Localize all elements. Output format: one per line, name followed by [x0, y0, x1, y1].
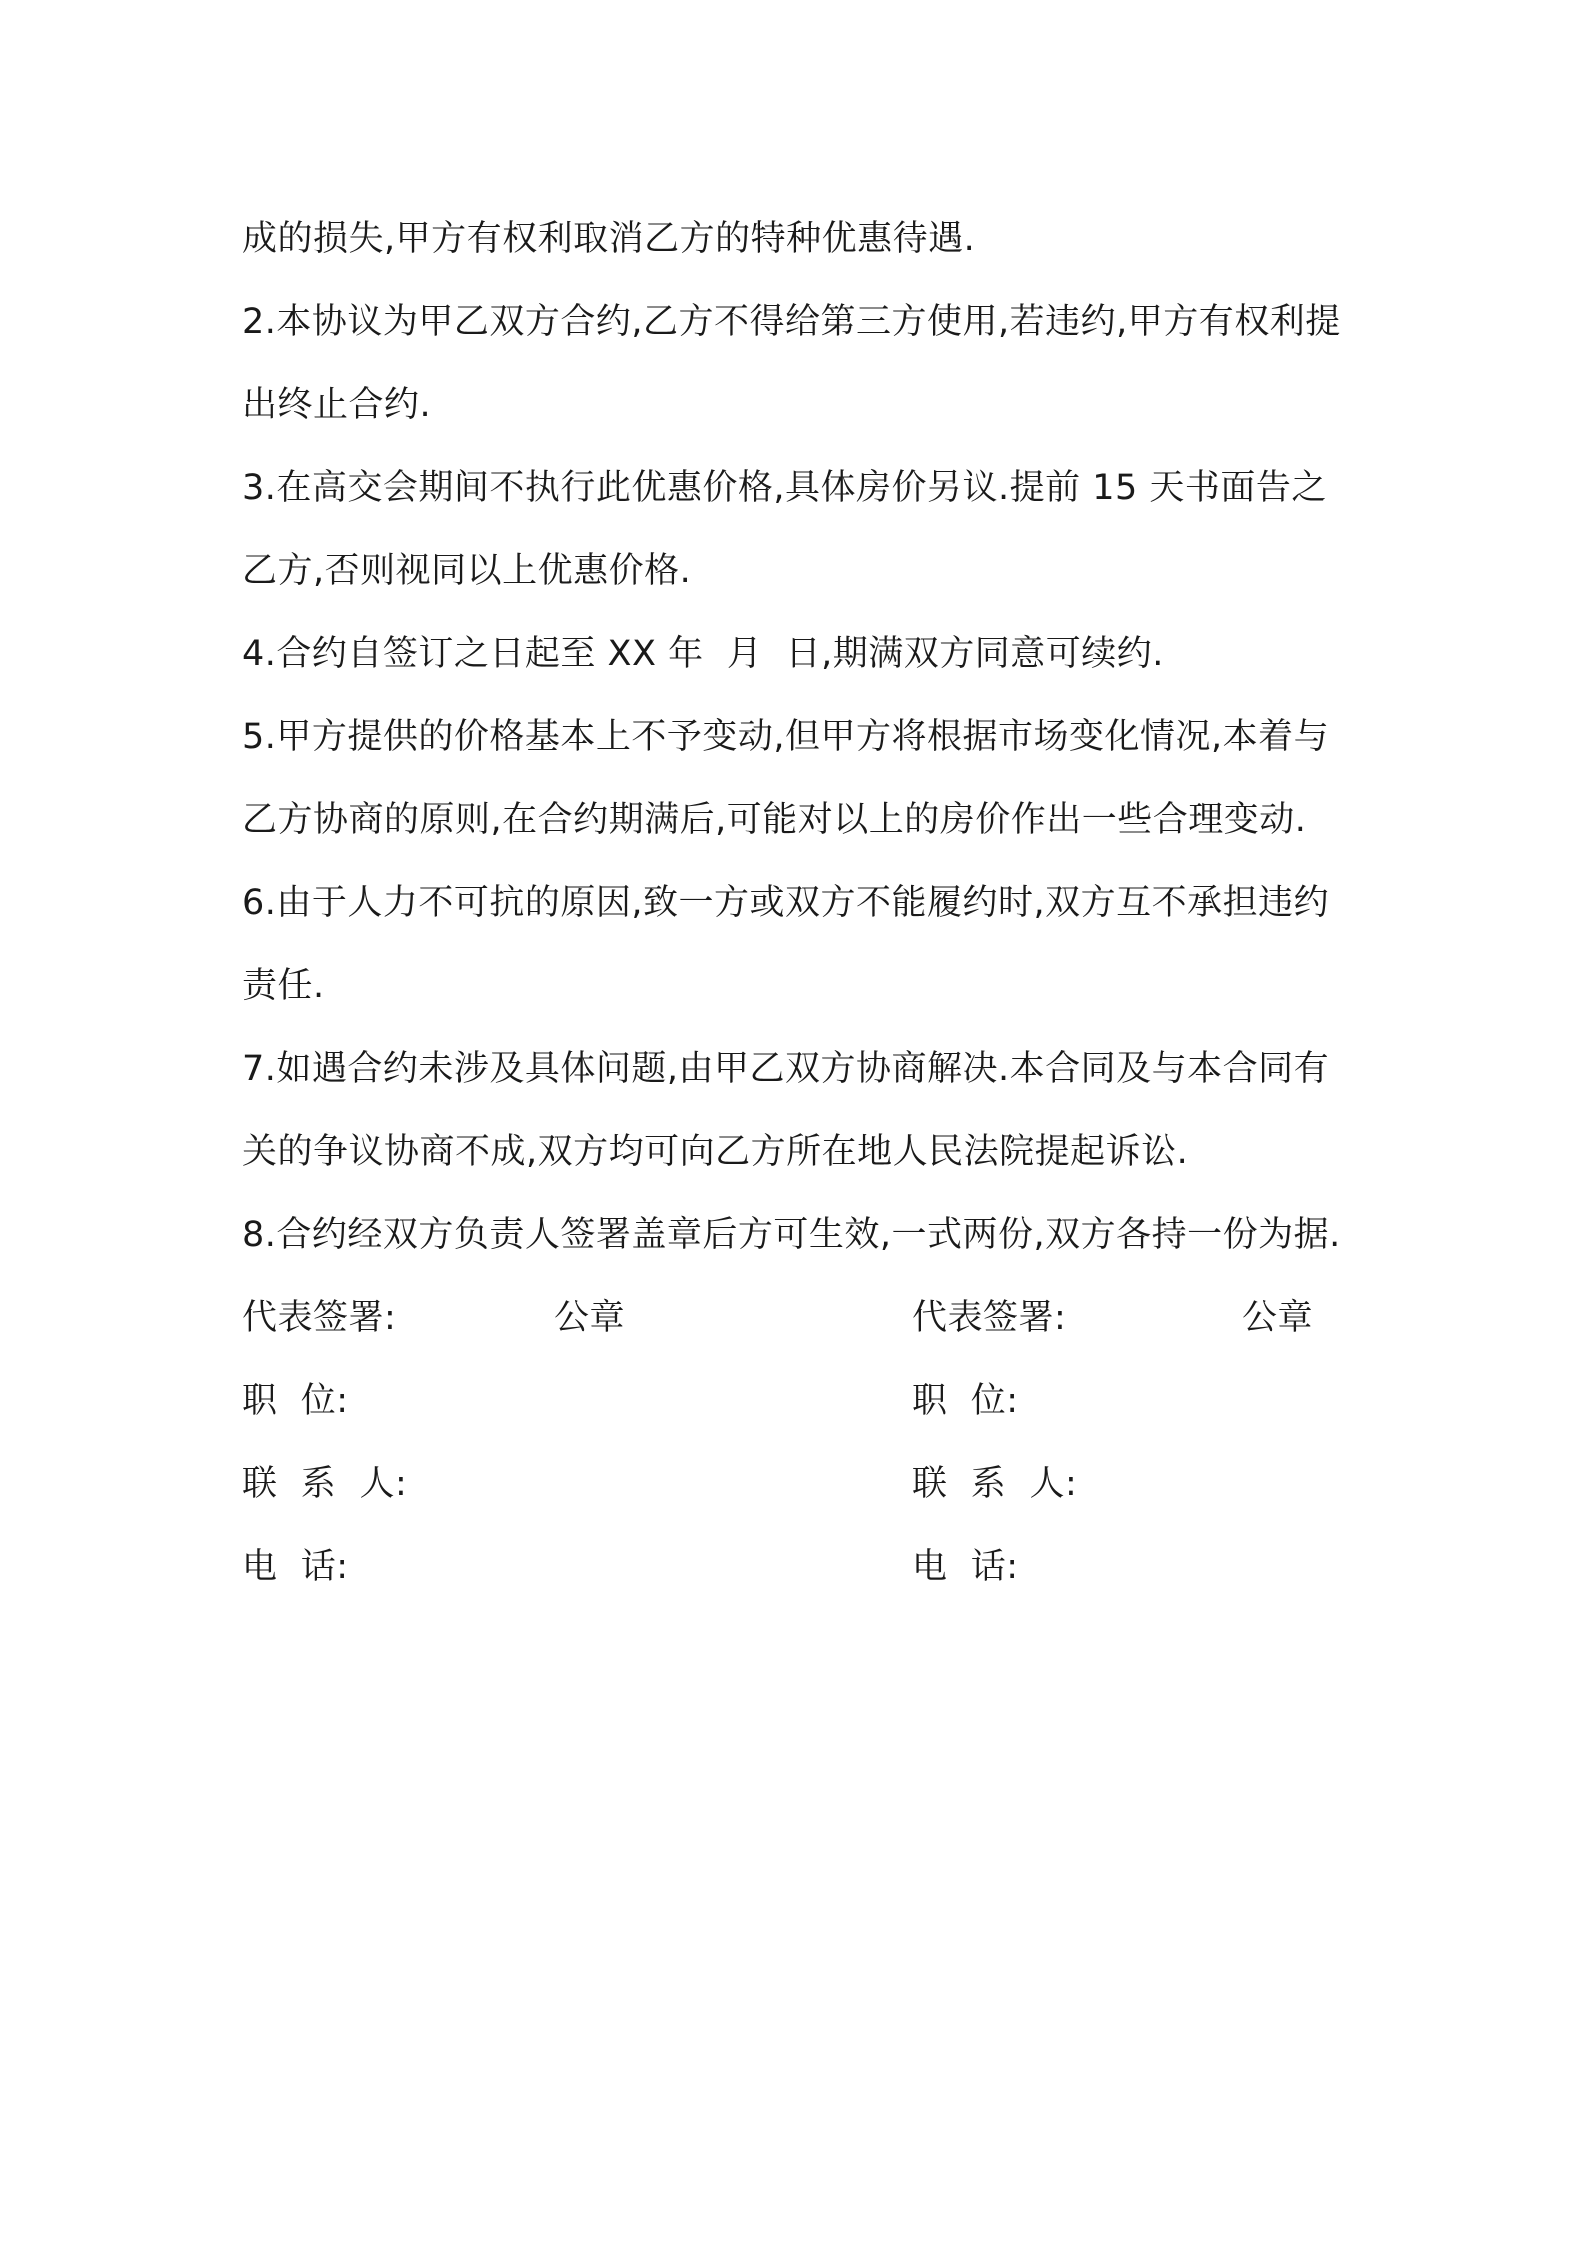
phone-row — [242, 1526, 1362, 1609]
clause-7: 7.如遇合约未涉及具体问题,由甲乙双方协商解决.本合同及与本合同有关的争议协商不成,双方均可向乙方所在地人民法院提起诉讼. — [242, 1049, 1330, 1172]
contact-row — [242, 1443, 1362, 1526]
party-a-contact-label: 联 系 人: — [242, 1464, 408, 1504]
clause-4: 4.合约自签订之日起至 XX 年 月 日,期满双方同意可续约. — [242, 634, 1164, 674]
clause-8: 8.合约经双方负责人签署盖章后方可生效,一式两份,双方各持一份为据. — [242, 1215, 1341, 1255]
party-b-contact-label: 联 系 人: — [912, 1464, 1078, 1504]
party-a-rep-sign-label: 代表签署: — [242, 1298, 397, 1338]
clause-6: 6.由于人力不可抗的原因,致一方或双方不能履约时,双方互不承担违约责任. — [242, 883, 1330, 1006]
clause-2: 2.本协议为甲乙双方合约,乙方不得给第三方使用,若违约,甲方有权利提出终止合约. — [242, 302, 1341, 425]
clause-continued: 成的损失,甲方有权利取消乙方的特种优惠待遇. — [242, 219, 976, 259]
party-a-phone-label: 电 话: — [242, 1547, 349, 1587]
clause-5: 5.甲方提供的价格基本上不予变动,但甲方将根据市场变化情况,本着与乙方协商的原则,在合约期满后,可能对以上的房价作出一些合理变动. — [242, 717, 1330, 840]
party-b-position-label: 职 位: — [912, 1381, 1019, 1421]
signature-row — [242, 1277, 1362, 1360]
party-b-rep-sign-label: 代表签署: — [912, 1298, 1067, 1338]
clause-3: 3.在高交会期间不执行此优惠价格,具体房价另议.提前 15 天书面告之乙方,否则视同以上优惠价格. — [242, 468, 1327, 591]
position-row — [242, 1360, 1362, 1443]
contract-document — [242, 198, 1362, 1609]
party-b-phone-label: 电 话: — [912, 1547, 1019, 1587]
party-a-position-label: 职 位: — [242, 1381, 349, 1421]
signature-block — [242, 1277, 1362, 1609]
party-a-seal-label: 公章 — [554, 1298, 626, 1338]
party-b-seal-label: 公章 — [1242, 1298, 1314, 1338]
